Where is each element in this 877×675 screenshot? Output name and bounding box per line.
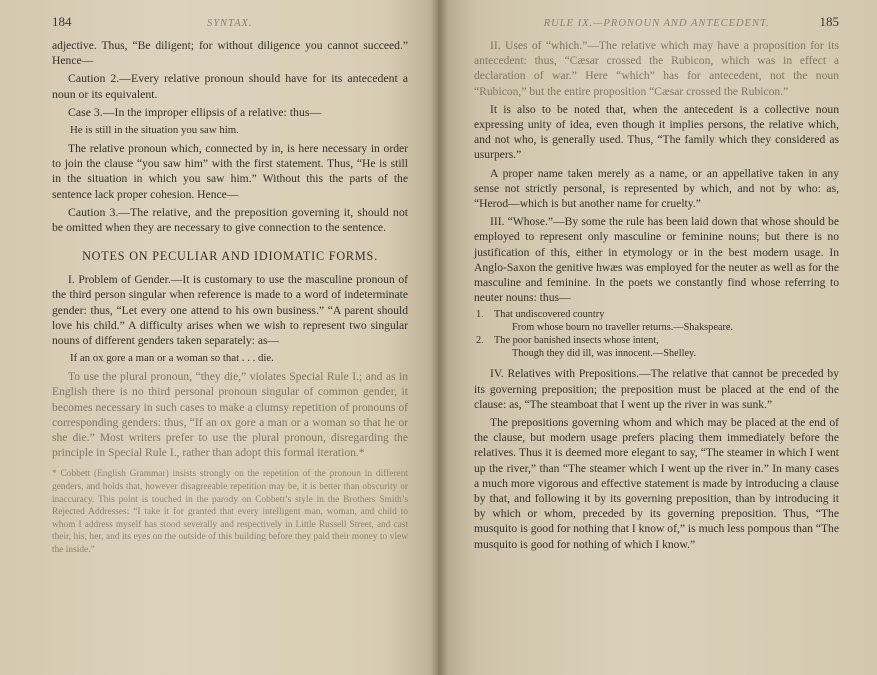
left-page-number: 184 (52, 14, 72, 29)
paragraph-uses-of-which: II. Uses of “which.”—The relative which may have a proposition for its antecedent: thus, “Cæsar crossed the Rubicon, which was in effect a declaration of war.” Here “which” has for antecedent, not the noun “Rubicon,” but the entire proposition “Cæsar crossed the Rubicon.” (474, 39, 839, 98)
footnote: * Cobbett (English Grammar) insists strongly on the repetition of the pronoun in different genders, and holds that, however disagreeable repetition may be, it is better than obscurity or inaccuracy. This point is touched in the parody on Cobbett’s style in the Brothers Smith’s Rejected Addresses: “I take it for granted that every intelligent man, woman, and child to whom I address myself has stood severally and respectively in Little Russell Street, and cast their, his, her, and its eyes on the outside of this building before they paid their money to view the inside.” (52, 469, 408, 556)
paragraph-problem-of-gender: I. Problem of Gender.—It is customary to use the masculine pronoun of the third person singular when reference is made to a word of indeterminate gender: thus, “Let every one attend to his own business.” “A parent should love his child.” A difficulty arises when we wish to represent two singular nouns of different genders taken separately: as— (52, 273, 408, 348)
paragraph-whose: III. “Whose.”—By some the rule has been laid down that whose should be employed to represent only masculine or feminine nouns; but there is no justification of this, either in etymology or in the best modern usage. In Anglo-Saxon the genitive hwæs was employed for the neuter as well as for the masculine and feminine. In the poets we constantly find whose referring to neuter nouns: thus— (474, 215, 839, 305)
section-heading: NOTES ON PECULIAR AND IDIOMATIC FORMS. (82, 249, 378, 264)
paragraph: adjective. Thus, “Be diligent; for without diligence you cannot succeed.” Hence— (52, 39, 408, 68)
example-sentence: If an ox gore a man or a woman so that . . . die. (70, 352, 274, 365)
poem-text: That undiscovered country (494, 309, 605, 321)
right-running-title: RULE IX.—PRONOUN AND ANTECEDENT. (543, 18, 770, 29)
caution-3: Caution 3.—The relative, and the preposition governing it, should not be omitted when they are necessary to give connection to the sentence. (52, 204, 408, 235)
poem-line: From whose bourn no traveller returns.—Shakspeare. (512, 322, 734, 334)
paragraph-relatives-with-prepositions: IV. Relatives with Prepositions.—The relative that cannot be preceded by its governing preposition; the preposition must be placed at the end of the clause: as, “The steamboat that I went up the river in was sunk.” (474, 367, 839, 411)
left-page (0, 0, 438, 675)
right-page-number: 185 (819, 14, 839, 29)
paragraph: A proper name taken merely as a name, or an appellative taken in any sense not strictly personal, is represented by which, and not by who: as, “Herod—which is but another name for cruelty.” (474, 166, 839, 211)
poem-text: The poor banished insects whose intent, (494, 335, 659, 347)
poem-number: 1. (476, 309, 484, 321)
poem-number: 2. (476, 335, 484, 347)
example-sentence: He is still in the situation you saw him. (70, 124, 239, 137)
caution-2: Caution 2.—Every relative pronoun should have for its antecedent a noun or its equivalent. (52, 71, 408, 101)
poem-line (474, 334, 839, 347)
paragraph: The prepositions governing whom and which may be placed at the end of the clause, but modern usage prefers placing them immediately before the relatives. Thus it is deemed more elegant to say, “The steamer in which I went up the river,” than “The steamer which I went up the river in.” In many cases a much more vigorous and effective statement is made by introducing a clause by that, and following it by its governing preposition, than by introducing it by which or whom, preceded by its governing preposition. Thus, “The musquito is good for nothing that I know of,” is much less pompous than “The musquito is good for nothing of which I know.” (474, 416, 839, 551)
paragraph: It is also to be noted that, when the antecedent is a collective noun expressing unity of idea, even though it implies persons, the relative which, and not who, is generally used. Thus, “The family which they considered as usurpers.” (474, 102, 839, 162)
right-running-head (474, 14, 839, 30)
right-page (438, 0, 877, 675)
paragraph: To use the plural pronoun, “they die,” violates Special Rule I.; and as in English there is no third personal pronoun singular of common gender, it becomes necessary in such cases to make a clumsy repetition of pronouns of corresponding genders: thus, “If an ox gore a man or a woman so that he or she die.” Most writers prefer to use the plural pronoun, disregarding the principle in Special Rule I., rather than adopt this formal iteration.* (52, 370, 408, 460)
poem-line (474, 308, 839, 321)
left-running-head (52, 14, 408, 30)
left-running-title: SYNTAX. (206, 18, 253, 29)
case-3: Case 3.—In the improper ellipsis of a relative: thus— (68, 104, 322, 119)
paragraph: The relative pronoun which, connected by in, is here necessary in order to join the clause “you saw him” with the first statement. Thus, “He is still in the situation in which you saw him.” Without this the parts of the sentence lack proper cohesion. Hence— (52, 142, 408, 201)
book-gutter (430, 0, 448, 675)
poem-quotations (474, 308, 839, 360)
poem-line: Though they did ill, was innocent.—Shelley. (512, 348, 697, 360)
